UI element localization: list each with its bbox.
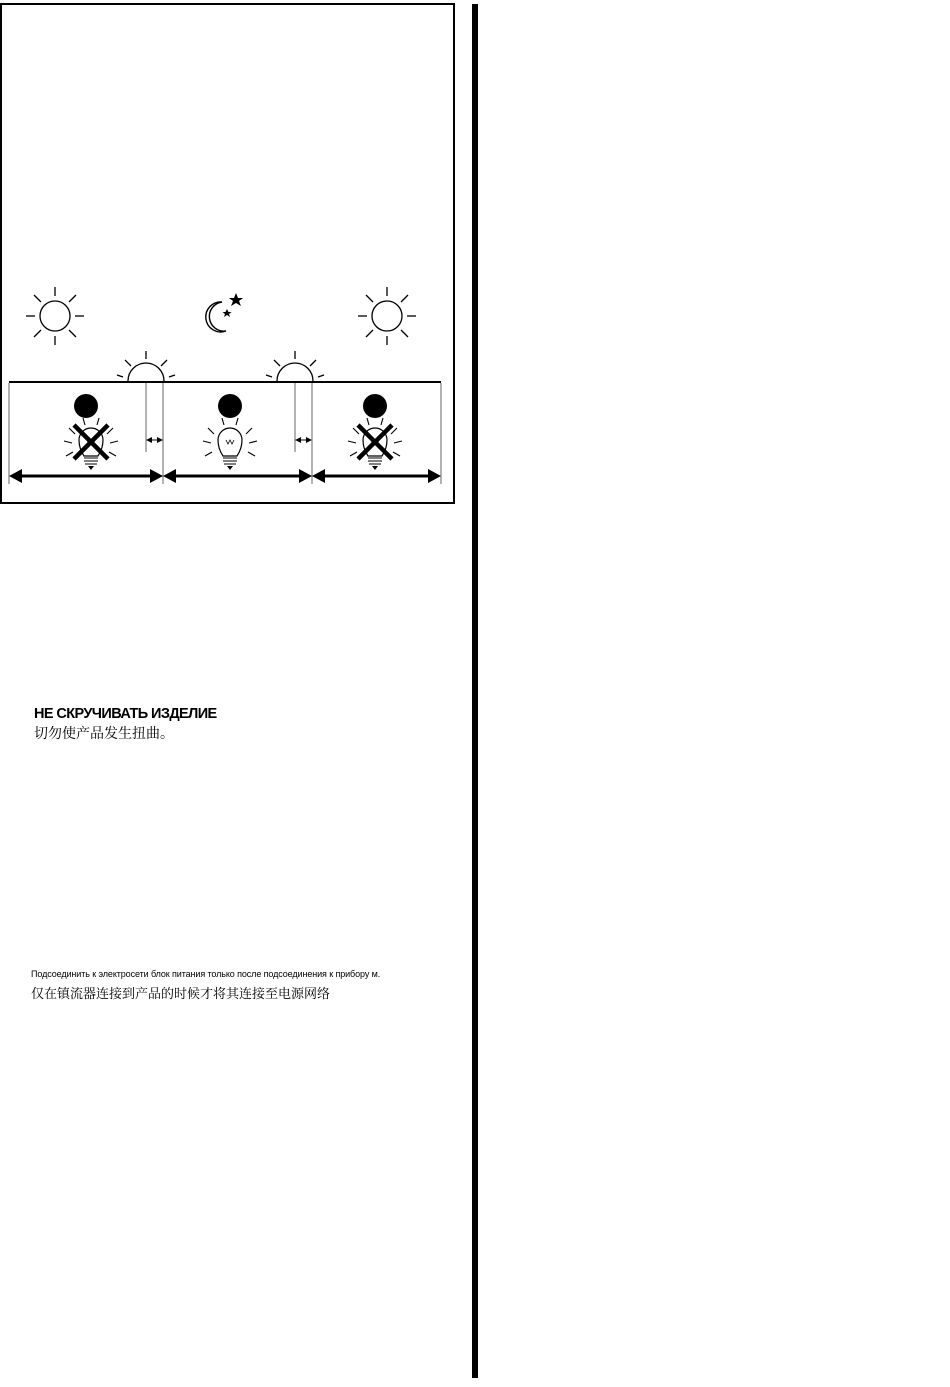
- sunrise-icon: [266, 351, 324, 381]
- sun-icon: [358, 287, 416, 345]
- power-note-text-zh: 仅在镇流器连接到产品的时候才将其连接至电源网络: [31, 987, 331, 1002]
- lightbulb-on-icon: [203, 418, 257, 470]
- sun-icon: [26, 287, 84, 345]
- power-note-text-ru: Подсоединить к электросети блок питания только после подсоединения к прибору м.: [31, 969, 381, 979]
- moon-stars-icon: [206, 293, 243, 332]
- delay-arrow: [295, 437, 312, 443]
- period-arrow: [312, 469, 441, 483]
- warning-text-ru: НЕ СКРУЧИВАТЬ ИЗДЕЛИЕ: [34, 706, 217, 722]
- photocell-icon: [74, 394, 98, 418]
- power-connection-note: [31, 968, 380, 1004]
- sunset-icon: [117, 351, 175, 381]
- period-arrow: [9, 469, 163, 483]
- lightbulb-off-icon: [64, 418, 118, 470]
- no-twist-warning: [34, 706, 217, 744]
- period-arrow: [163, 469, 312, 483]
- day-night-illustration: [0, 0, 455, 505]
- photocell-icon: [363, 394, 387, 418]
- delay-arrow: [146, 437, 163, 443]
- column-divider: [472, 4, 478, 1378]
- warning-text-zh: 切勿使产品发生扭曲。: [34, 726, 174, 742]
- lightbulb-off-icon: [348, 418, 402, 470]
- photocell-icon: [218, 394, 242, 418]
